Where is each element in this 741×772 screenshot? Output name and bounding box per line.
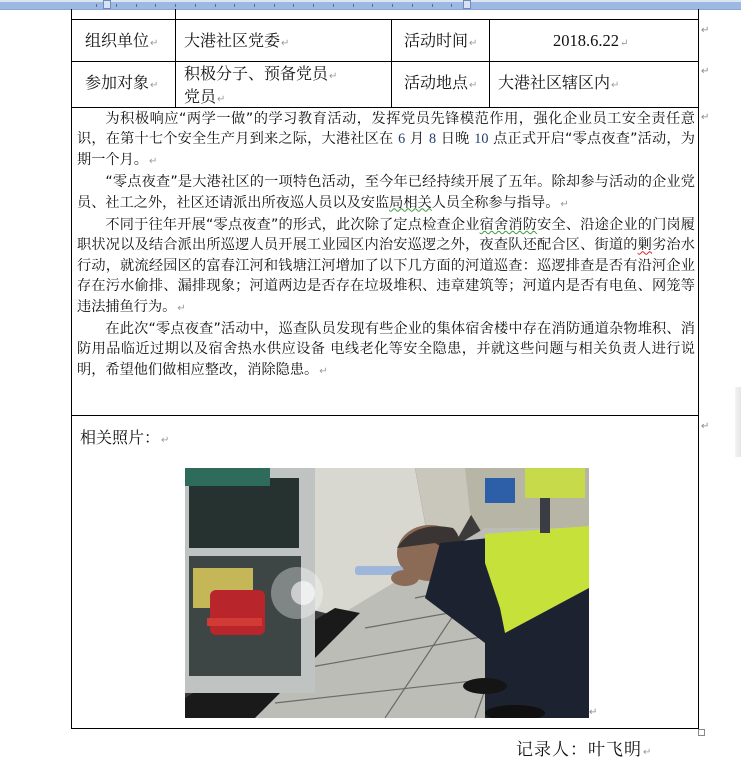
description-paragraph: 不同于往年开展“零点夜查”的形式，此次除了定点检查企业宿舍消防安全、沿途企业的门岗履职状况以及结合派出所巡逻人员开展工业园区内治安巡逻之外，夜查队还配合区、街道的剿劣治水行动，就流经园区的富春江河和钱塘江河增加了以下几方面的河道巡查：巡逻排查是否有沿河企业存在污水偷排、漏排现象；河道两边是否存在垃圾堆积、违章建筑等；河道内是否有电鱼、网笼等违法捕鱼行为。↵	[77, 217, 695, 315]
table-row-line	[71, 107, 699, 108]
paragraph-mark-icon: ↵	[217, 94, 226, 105]
table-border-bottom	[71, 728, 699, 729]
ruler-tick	[451, 4, 452, 7]
activity-time-value: 2018.6.22	[553, 31, 619, 50]
row-end-mark-icon: ↵	[701, 66, 710, 77]
paragraph-mark-icon: ↵	[589, 707, 598, 718]
paragraph-mark-icon: ↵	[161, 435, 170, 446]
participants-label-cell[interactable]	[85, 73, 158, 96]
table-border-left	[71, 9, 72, 729]
org-unit-value: 大港社区党委	[184, 31, 281, 50]
description-paragraph: “零点夜查”是大港社区的一项特色活动，至今年已经持续开展了五年。除却参与活动的企业党员、社工之外，社区还请派出所夜巡人员以及安监局相关人员全称参与指导。↵	[77, 174, 695, 211]
recorder-text: 记录人：叶飞明	[516, 740, 642, 760]
horizontal-ruler[interactable]	[0, 0, 741, 10]
activity-location-value: 大港社区辖区内	[498, 73, 611, 92]
ruler-tick	[215, 4, 216, 7]
activity-time-value-cell[interactable]	[553, 31, 628, 54]
paragraph-mark-icon: ↵	[611, 80, 620, 91]
table-col-divider	[489, 19, 490, 108]
table-resize-handle[interactable]	[698, 729, 705, 736]
paragraph-mark-icon: ↵	[150, 80, 159, 91]
photo-illustration	[185, 468, 589, 718]
ruler-tick	[372, 4, 373, 7]
ruler-tick	[392, 4, 393, 7]
paragraph-mark-icon: ↵	[319, 365, 328, 377]
spelling-flag[interactable]: 剿	[637, 237, 653, 254]
table-row-line	[71, 19, 699, 20]
activity-time-label-cell[interactable]	[404, 31, 477, 54]
ruler-tick	[195, 4, 196, 7]
table-col-divider-top	[175, 9, 176, 19]
org-unit-label-cell[interactable]	[85, 31, 158, 54]
ruler-highlight	[0, 0, 741, 2]
description-paragraph: 在此次“零点夜查”活动中，巡查队员发现有些企业的集体宿舍楼中存在消防通道杂物堆积、消防用品临近过期以及宿舍热水供应设备 电线老化等安全隐患，并就这些问题与相关负责人进行说明，希望他们做相应整改，消除隐患。↵	[77, 321, 695, 378]
activity-location-label: 活动地点	[404, 73, 469, 92]
left-indent-marker[interactable]	[103, 0, 111, 9]
ruler-tick	[175, 4, 176, 7]
paragraph-mark-icon: ↵	[329, 71, 338, 82]
ruler-tick	[116, 4, 117, 7]
ruler-tick	[155, 4, 156, 7]
participants-label: 参加对象	[85, 73, 150, 92]
table-col-divider	[175, 19, 176, 108]
ruler-tick	[313, 4, 314, 7]
scroll-shadow	[735, 387, 741, 457]
paragraph-mark-icon: ↵	[281, 38, 290, 49]
table-col-divider	[391, 19, 392, 108]
paragraph-mark-icon: ↵	[469, 80, 478, 91]
activity-time-label: 活动时间	[404, 31, 469, 50]
inspection-photo[interactable]	[185, 468, 589, 718]
ruler-tick	[353, 4, 354, 7]
table-row-line	[71, 61, 699, 62]
paragraph-mark-icon: ↵	[148, 155, 158, 167]
ruler-tick	[274, 4, 275, 7]
ruler-tick	[293, 4, 294, 7]
org-unit-label: 组织单位	[85, 31, 150, 50]
row-end-mark-icon: ↵	[701, 25, 710, 36]
ruler-tick	[136, 4, 137, 7]
row-end-mark-icon: ↵	[701, 112, 710, 123]
paragraph-mark-icon: ↵	[150, 38, 159, 49]
paragraph-mark-icon: ↵	[643, 747, 653, 758]
ruler-tick	[234, 4, 235, 7]
paragraph-mark-icon: ↵	[620, 38, 629, 49]
grammar-flag[interactable]: 宿舍消防	[479, 217, 538, 234]
right-indent-marker[interactable]	[463, 0, 471, 9]
table-border-right	[698, 9, 699, 729]
activity-description[interactable]	[77, 109, 695, 382]
ruler-tick	[412, 4, 413, 7]
paragraph-mark-icon: ↵	[177, 302, 186, 314]
ruler-tick	[254, 4, 255, 7]
ruler-tick	[96, 4, 97, 7]
org-unit-value-cell[interactable]	[184, 31, 289, 54]
related-photos-label: 相关照片：↵	[80, 428, 170, 447]
participants-value-cell[interactable]	[184, 64, 337, 110]
participants-value-line2: 党员	[184, 87, 217, 106]
grammar-flag[interactable]: 局相关	[389, 194, 432, 211]
ruler-tick	[432, 4, 433, 7]
paragraph-mark-icon: ↵	[469, 38, 478, 49]
activity-location-value-cell[interactable]	[498, 73, 619, 96]
paragraph-mark-icon: ↵	[560, 198, 569, 210]
table-row-line	[71, 415, 699, 416]
description-paragraph: 为积极响应“两学一做”的学习教育活动，发挥党员先锋模范作用，强化企业员工安全责任意识，在第十七个安全生产月到来之际，大港社区在 6 月 8 日晚 10 点正式开启“零点夜查”活动，为期一个月。↵	[77, 111, 695, 168]
activity-location-label-cell[interactable]	[404, 73, 477, 96]
recorder-line	[516, 739, 652, 764]
participants-value-line1: 积极分子、预备党员	[184, 64, 329, 83]
ruler-tick	[333, 4, 334, 7]
row-end-mark-icon: ↵	[701, 421, 710, 432]
